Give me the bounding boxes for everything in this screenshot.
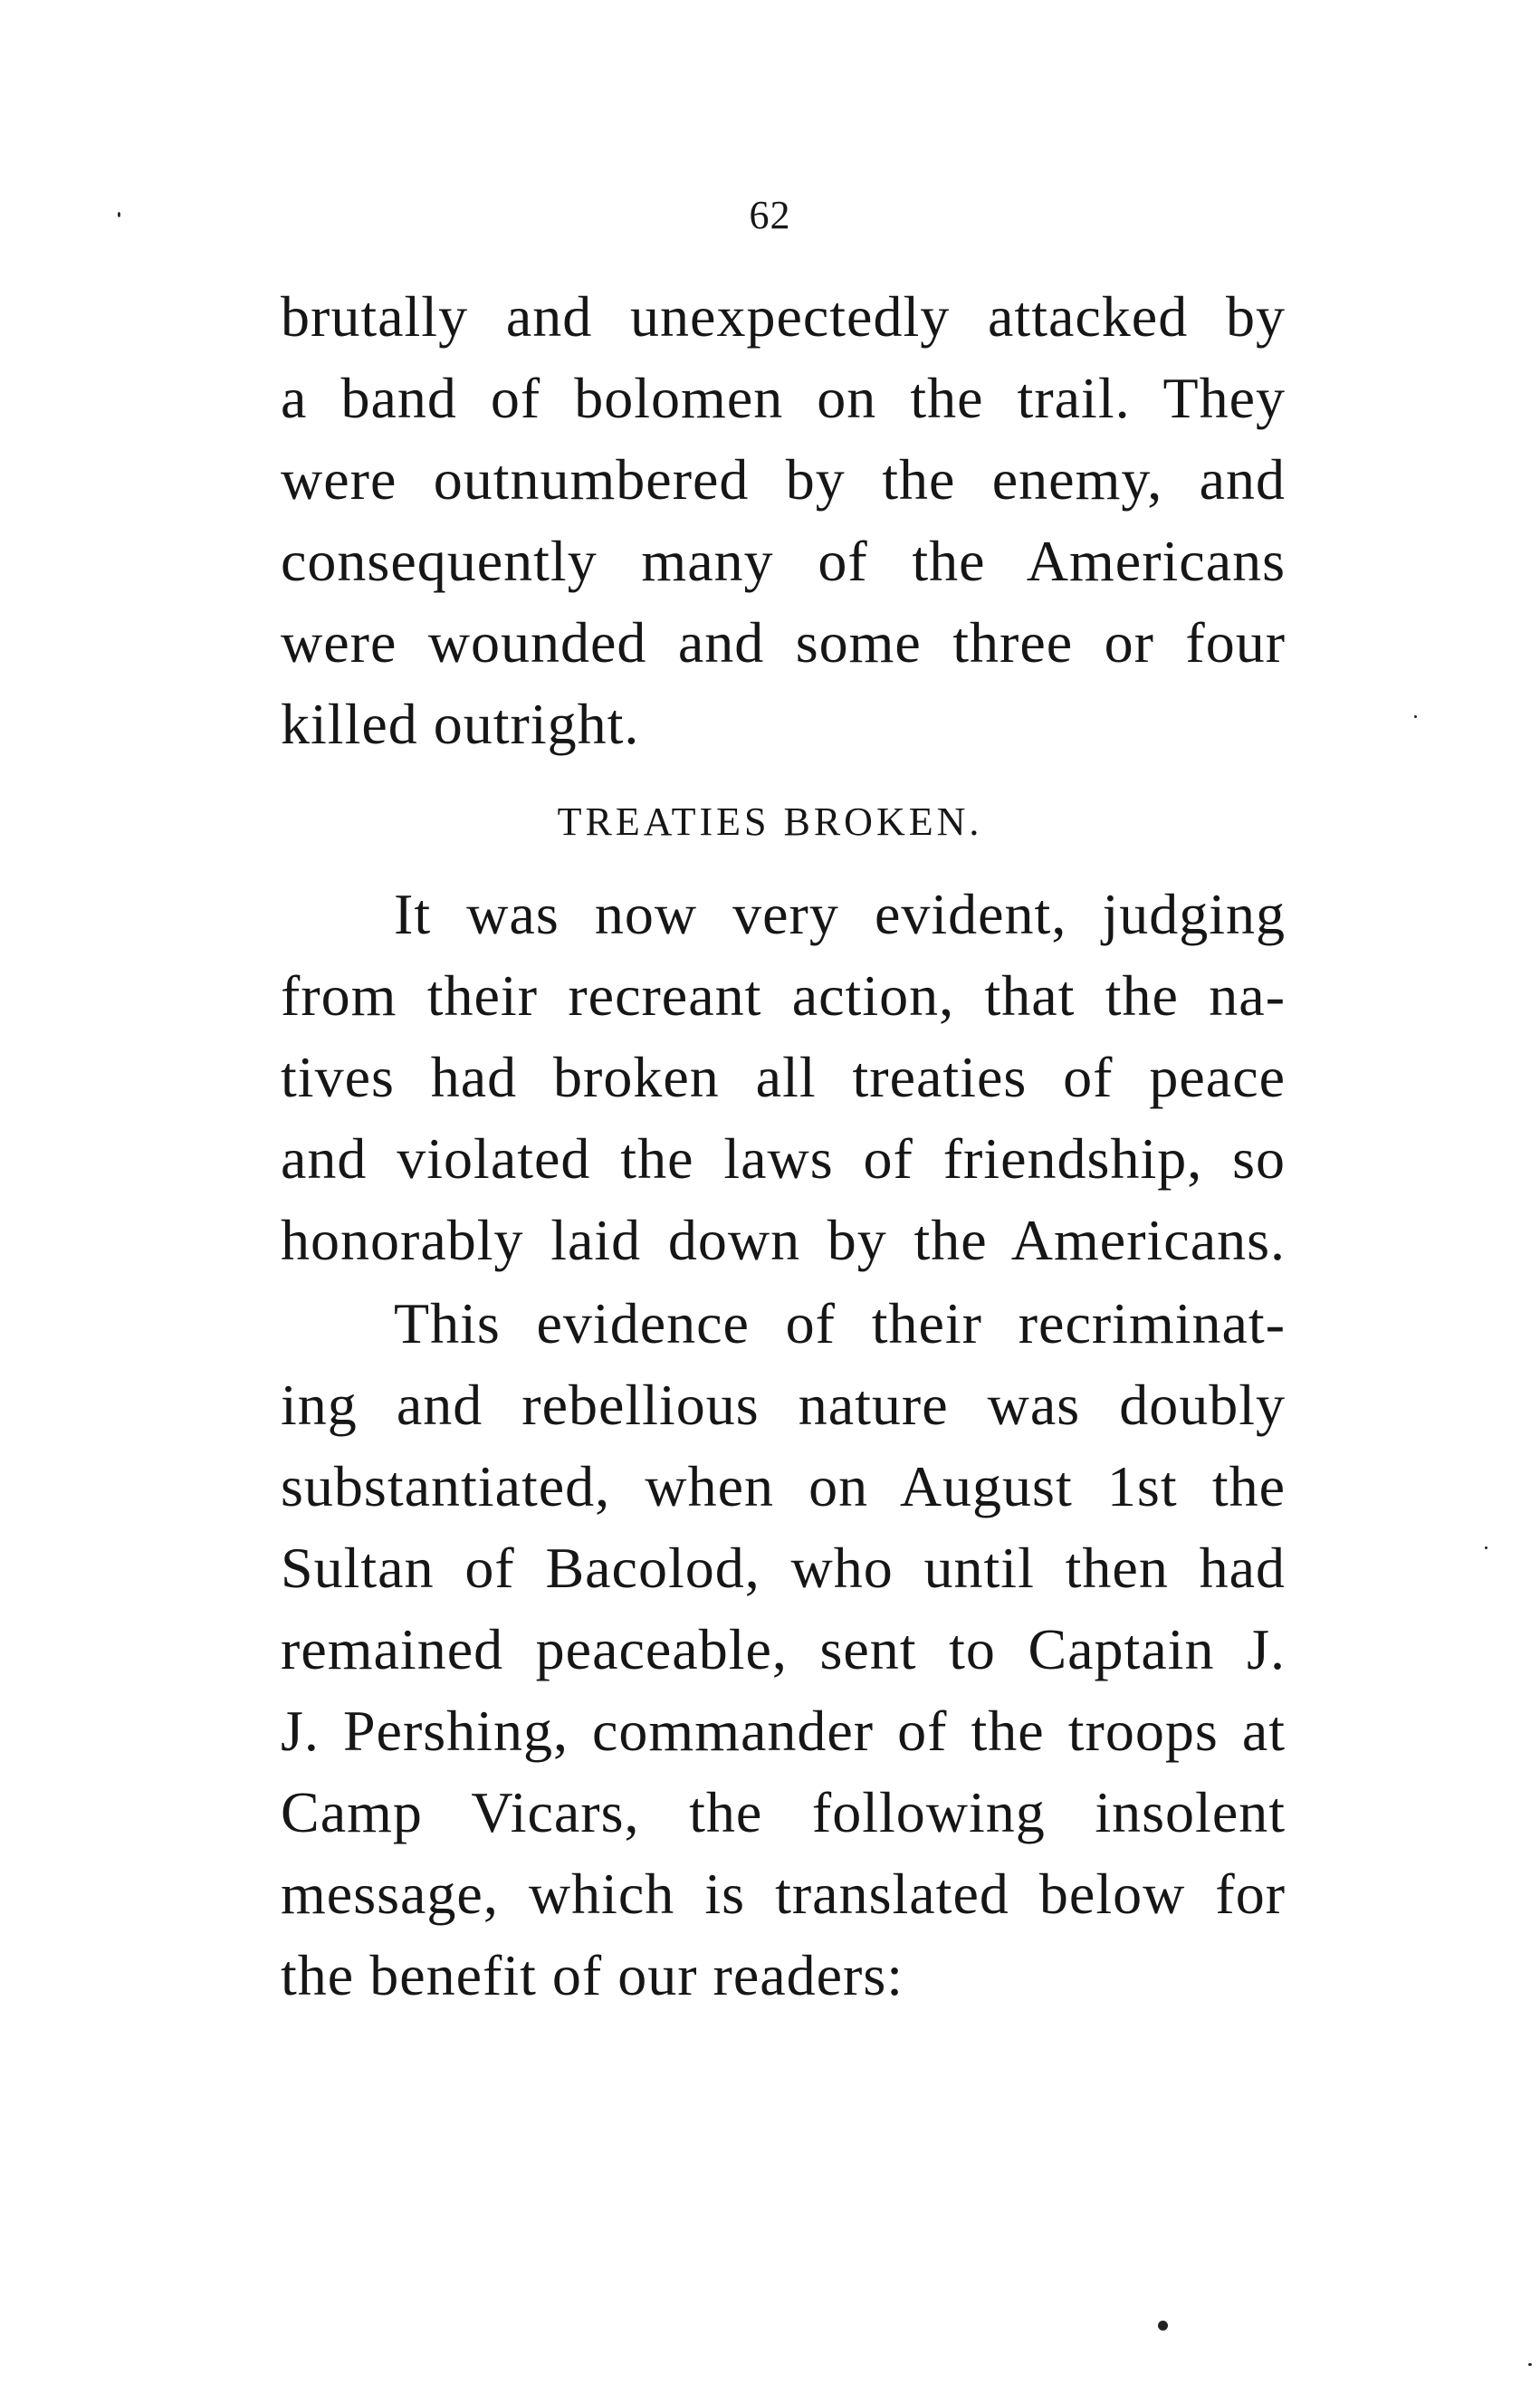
text-line: Sultan of Bacolod, who until then had <box>281 1536 1286 1600</box>
text-line: brutally and unexpectedly attacked by <box>281 284 1286 349</box>
text-line: a band of bolomen on the trail. They <box>281 366 1286 430</box>
ink-speck <box>1414 715 1417 718</box>
text-line: and violated the laws of friendship, so <box>281 1126 1286 1191</box>
text-line: from their recreant action, that the na- <box>281 963 1286 1028</box>
text-line: ing and rebellious nature was doubly <box>281 1373 1286 1437</box>
ink-speck <box>118 212 120 217</box>
text-line: Camp Vicars, the following insolent <box>281 1780 1286 1844</box>
section-heading: TREATIES BROKEN. <box>557 799 983 844</box>
text-line: consequently many of the Americans <box>281 529 1286 593</box>
page-number: 62 <box>749 193 791 237</box>
text-line: were outnumbered by the enemy, and <box>281 447 1286 512</box>
text-line: the benefit of our readers: <box>281 1943 904 2007</box>
ink-speck <box>1528 2363 1532 2366</box>
text-line: message, which is translated below for <box>281 1862 1286 1926</box>
text-line: honorably laid down by the Americans. <box>281 1208 1286 1272</box>
text-line: substantiated, when on August 1st the <box>281 1454 1286 1518</box>
text-line: tives had broken all treaties of peace <box>281 1045 1286 1109</box>
text-line: remained peaceable, sent to Captain J. <box>281 1617 1286 1681</box>
text-line: This evidence of their recriminat- <box>394 1291 1286 1355</box>
text-line: were wounded and some three or four <box>281 610 1286 675</box>
ink-speck <box>1485 1546 1487 1549</box>
text-line: killed outright. <box>281 692 640 756</box>
ink-speck <box>1158 2321 1168 2331</box>
text-line: J. Pershing, commander of the troops at <box>281 1699 1286 1763</box>
paragraph-1 <box>281 276 1286 765</box>
paragraph-2 <box>281 874 1286 1281</box>
text-line: It was now very evident, judging <box>394 882 1286 946</box>
paragraph-3 <box>281 1283 1286 2016</box>
